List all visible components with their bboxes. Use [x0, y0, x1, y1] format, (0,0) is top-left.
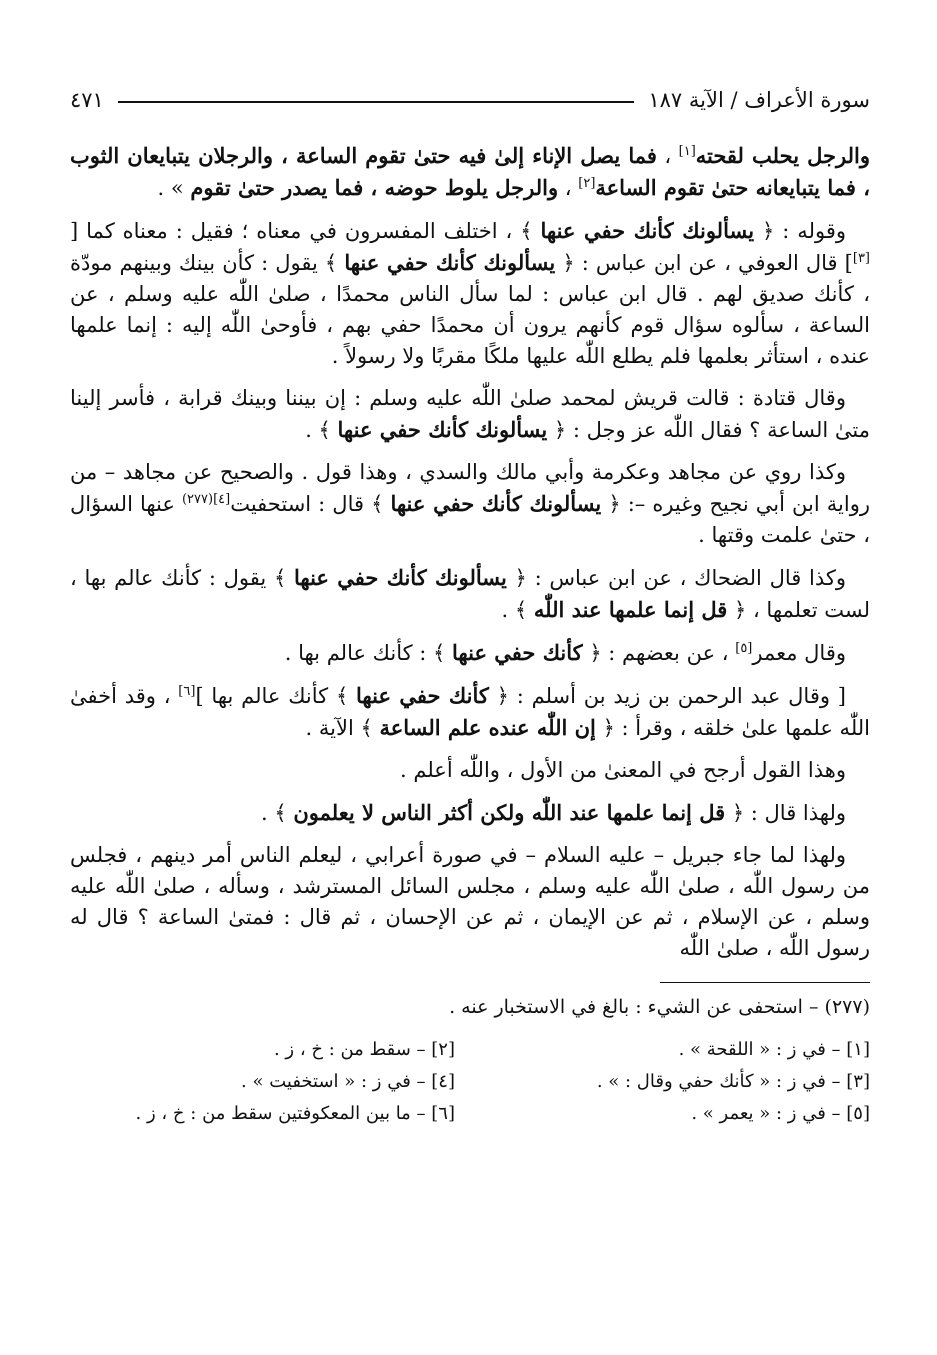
- footnote-item: [٣] – في ز : « كأنك حفي وقال : » .: [596, 1071, 870, 1092]
- footnotes-list: [70, 1035, 870, 1129]
- text-run: وهذا القول أرجح في المعنىٰ من الأول ، واللّٰه أعلم .: [400, 758, 846, 782]
- quran-text: والرجل يلوط حوضه ، فما يصدر حتىٰ تقوم: [190, 175, 559, 200]
- text-run: ﴾ ، اختلف المفسرون في معناه ؛ فقيل : معناه كما [: [70, 219, 541, 243]
- footnote-item: [٤] – في ز : « استخفيت » .: [241, 1071, 455, 1092]
- text-run: وكذا روي عن مجاهد وعكرمة وأبي مالك والسدي ، وهذا قول . والصحيح عن مجاهد – من رواية ابن أبي نجيح وغيره –: ﴿: [70, 460, 870, 516]
- paragraph: [70, 637, 870, 669]
- paragraph: [70, 140, 870, 204]
- footnote-277: (٢٧٧) – استحفى عن الشيء : بالغ في الاستخبار عنه .: [449, 996, 870, 1018]
- quran-text: كأنك حفي عنها: [356, 683, 489, 708]
- paragraph: [70, 797, 870, 829]
- text-run: ، وقد أخفىٰ اللّٰه علمها علىٰ خلقه ، وقرأ : ﴿: [70, 684, 870, 740]
- quran-text: يسألونك كأنك حفي عنها: [390, 491, 602, 516]
- paragraph: [70, 383, 870, 446]
- footnote-ref: [٦]: [178, 684, 196, 699]
- quran-text: فما يصل الإناء إلىٰ فيه حتىٰ تقوم الساعة ، والرجلان يتبايعان الثوب ، فما يتبايعانه حتىٰ تقوم الساعة: [70, 143, 870, 200]
- footnote-separator: [660, 982, 870, 983]
- text-run: ﴾ كأنك عالم بها ]: [195, 684, 357, 708]
- quran-text: قل إنما علمها عند اللّٰه ولكن أكثر الناس لا يعلمون: [293, 800, 726, 825]
- footnote-item: [٦] – ما بين المعكوفتين سقط من : خ ، ز .: [135, 1103, 455, 1124]
- footnote-ref: [٤](٢٧٧): [181, 492, 231, 507]
- book-page: [70, 70, 870, 1129]
- quran-text: والرجل يحلب لقحته: [695, 143, 870, 168]
- text-run: ﴾ الآية .: [305, 716, 380, 740]
- text-run: » .: [157, 176, 191, 200]
- footnote-item: [٢] – سقط من : خ ، ز .: [273, 1039, 455, 1060]
- text-run: ] قال العوفي ، عن ابن عباس : ﴿: [555, 251, 853, 275]
- footnote-ref: [٢]: [578, 176, 596, 191]
- text-run: [ وقال عبد الرحمن بن زيد بن أسلم : ﴿: [488, 684, 846, 708]
- quran-text: كأنك حفي عنها: [452, 640, 583, 665]
- paragraph: [70, 457, 870, 551]
- text-run: ﴾ .: [305, 418, 338, 442]
- text-run: ﴾ يقول : كأن بينك وبينهم مودّة ، كأنك صديق لهم . قال ابن عباس : لما سأل الناس محمدًا ، صلىٰ اللّٰه عليه وسلم ، عن الساعة ، سألوه سؤال قوم كأنهم يرون أن محمدًا حفي بهم ، فأوحىٰ اللّٰه إليه : إنما علمها عنده ، استأثر بعلمها فلم يطلع اللّٰه عليها ملكًا مقربًا ولا رسولاً .: [70, 251, 870, 368]
- text-run: ﴾ .: [261, 801, 294, 825]
- paragraph: [70, 680, 870, 744]
- quran-text: يسألونك كأنك حفي عنها: [540, 218, 755, 243]
- quran-text: يسألونك كأنك حفي عنها: [293, 565, 507, 590]
- footnote-ref: [٣]: [852, 251, 870, 266]
- text-run: ﴾ قال : استحفيت: [230, 492, 391, 516]
- footnote-ref: [١]: [678, 144, 696, 159]
- text-run: ،: [558, 176, 579, 200]
- body-text: [70, 140, 870, 964]
- text-run: ﴾ : كأنك عالم بها .: [284, 641, 453, 665]
- footnote-ref: [٥]: [735, 641, 753, 656]
- footnote-item: [٥] – في ز : « يعمر » .: [691, 1103, 870, 1124]
- text-run: وقال معمر: [752, 641, 846, 665]
- text-run: وقوله : ﴿: [754, 219, 846, 243]
- page-number: ٤٧١: [70, 88, 104, 112]
- text-run: ﴾ .: [501, 598, 534, 622]
- text-run: ، عن بعضهم : ﴿: [582, 641, 736, 665]
- paragraph: [70, 562, 870, 626]
- text-run: عنها السؤال ، حتىٰ علمت وقتها .: [70, 492, 870, 547]
- text-run: ولهذا لما جاء جبريل – عليه السلام – في صورة أعرابي ، ليعلم الناس أمر دينهم ، فجلس من رسول اللّٰه ، صلىٰ اللّٰه عليه وسلم ، مجلس السائل المسترشد ، وسأله ، صلىٰ اللّٰه عليه وسلم ، عن الإسلام ، ثم عن الإيمان ، ثم عن الإحسان ، ثم قال : فمتىٰ الساعة ؟ قال له رسول اللّٰه ، صلىٰ اللّٰه: [70, 843, 870, 960]
- paragraph: [70, 215, 870, 372]
- text-run: ،: [656, 144, 679, 168]
- text-run: وكذا قال الضحاك ، عن ابن عباس : ﴿: [506, 566, 846, 590]
- quran-text: قل إنما علمها عند اللّٰه: [533, 597, 728, 622]
- quran-text: يسألونك كأنك حفي عنها: [344, 250, 556, 275]
- paragraph: [70, 840, 870, 964]
- text-run: وقال قتادة : قالت قريش لمحمد صلىٰ اللّٰه عليه وسلم : إن بيننا وبينك قرابة ، فأسر إلينا متىٰ الساعة ؟ فقال اللّٰه عز وجل : ﴿: [70, 386, 870, 442]
- paragraph: [70, 755, 870, 786]
- header-rule: [118, 101, 635, 103]
- page-header: [70, 70, 870, 112]
- footnote-item: [١] – في ز : « اللقحة » .: [678, 1039, 870, 1060]
- text-run: ولهذا قال : ﴿: [725, 801, 846, 825]
- running-title: سورة الأعراف / الآية ١٨٧: [648, 88, 870, 112]
- quran-text: يسألونك كأنك حفي عنها: [337, 417, 548, 442]
- text-run: ﴾ يقول : كأنك عالم بها ، لست تعلمها ، ﴿: [70, 566, 870, 622]
- quran-text: إن اللّٰه عنده علم الساعة: [379, 715, 596, 740]
